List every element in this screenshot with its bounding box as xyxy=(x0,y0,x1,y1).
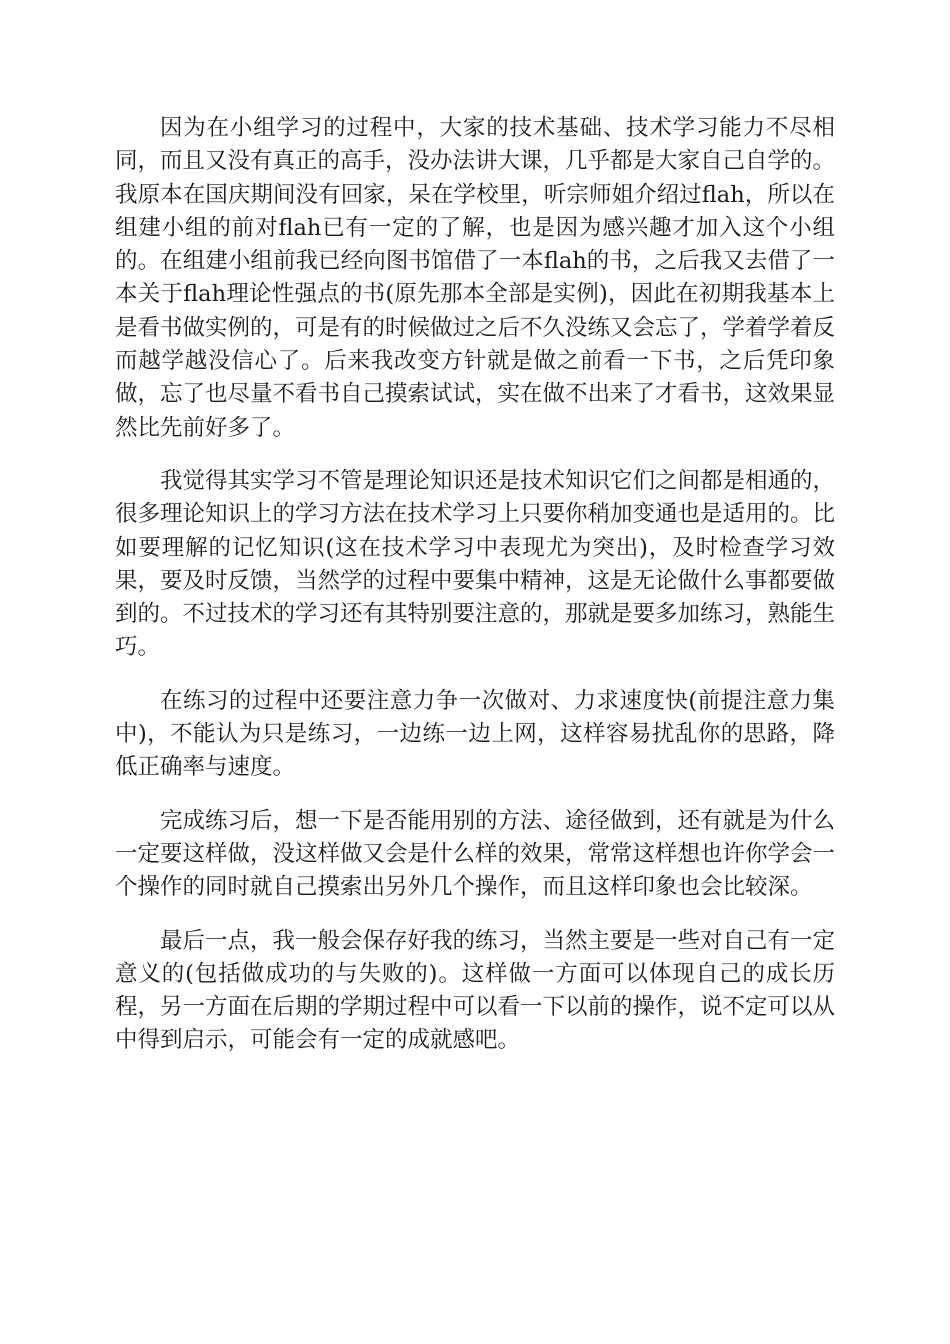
document-page xyxy=(115,112,835,1078)
paragraph-3: 在练习的过程中还要注意力争一次做对、力求速度快(前提注意力集中)，不能认为只是练习，一边练一边上网，这样容易扰乱你的思路，降低正确率与速度。 xyxy=(115,687,835,781)
paragraph-4: 完成练习后，想一下是否能用别的方法、途径做到，还有就是为什么一定要这样做，没这样做又会是什么样的效果，常常这样想也许你学会一个操作的同时就自己摸索出另外几个操作，而且这样印象也会比较深。 xyxy=(115,807,836,901)
paragraph-5: 最后一点，我一般会保存好我的练习，当然主要是一些对自己有一定意义的(包括做成功的与失败的)。这样做一方面可以体现自己的成长历程，另一方面在后期的学期过程中可以看一下以前的操作，说不定可以从中得到启示，可能会有一定的成就感吧。 xyxy=(115,927,836,1054)
paragraph-2: 我觉得其实学习不管是理论知识还是技术知识它们之间都是相通的，很多理论知识上的学习方法在技术学习上只要你稍加变通也是适用的。比如要理解的记忆知识(这在技术学习中表现尤为突出)，及时检查学习效果，要及时反馈，当然学的过程中要集中精神，这是无论做什么事都要做到的。不过技术的学习还有其特别要注意的，那就是要多加练习，熟能生巧。 xyxy=(115,467,836,661)
paragraph-1: 因为在小组学习的过程中，大家的技术基础、技术学习能力不尽相同，而且又没有真正的高手，没办法讲大课，几乎都是大家自己自学的。我原本在国庆期间没有回家，呆在学校里，听宗师姐介绍过flah，所以在组建小组的前对flah已有一定的了解，也是因为感兴趣才加入这个小组的。在组建小组前我已经向图书馆借了一本flah的书，之后我又去借了一本关于flah理论性强点的书(原先那本全部是实例)，因此在初期我基本上是看书做实例的，可是有的时候做过之后不久没练又会忘了，学着学着反而越学越没信心了。后来我改变方针就是做之前看一下书，之后凭印象做，忘了也尽量不看书自己摸索试试，实在做不出来了才看书，这效果显然比先前好多了。 xyxy=(115,115,836,441)
